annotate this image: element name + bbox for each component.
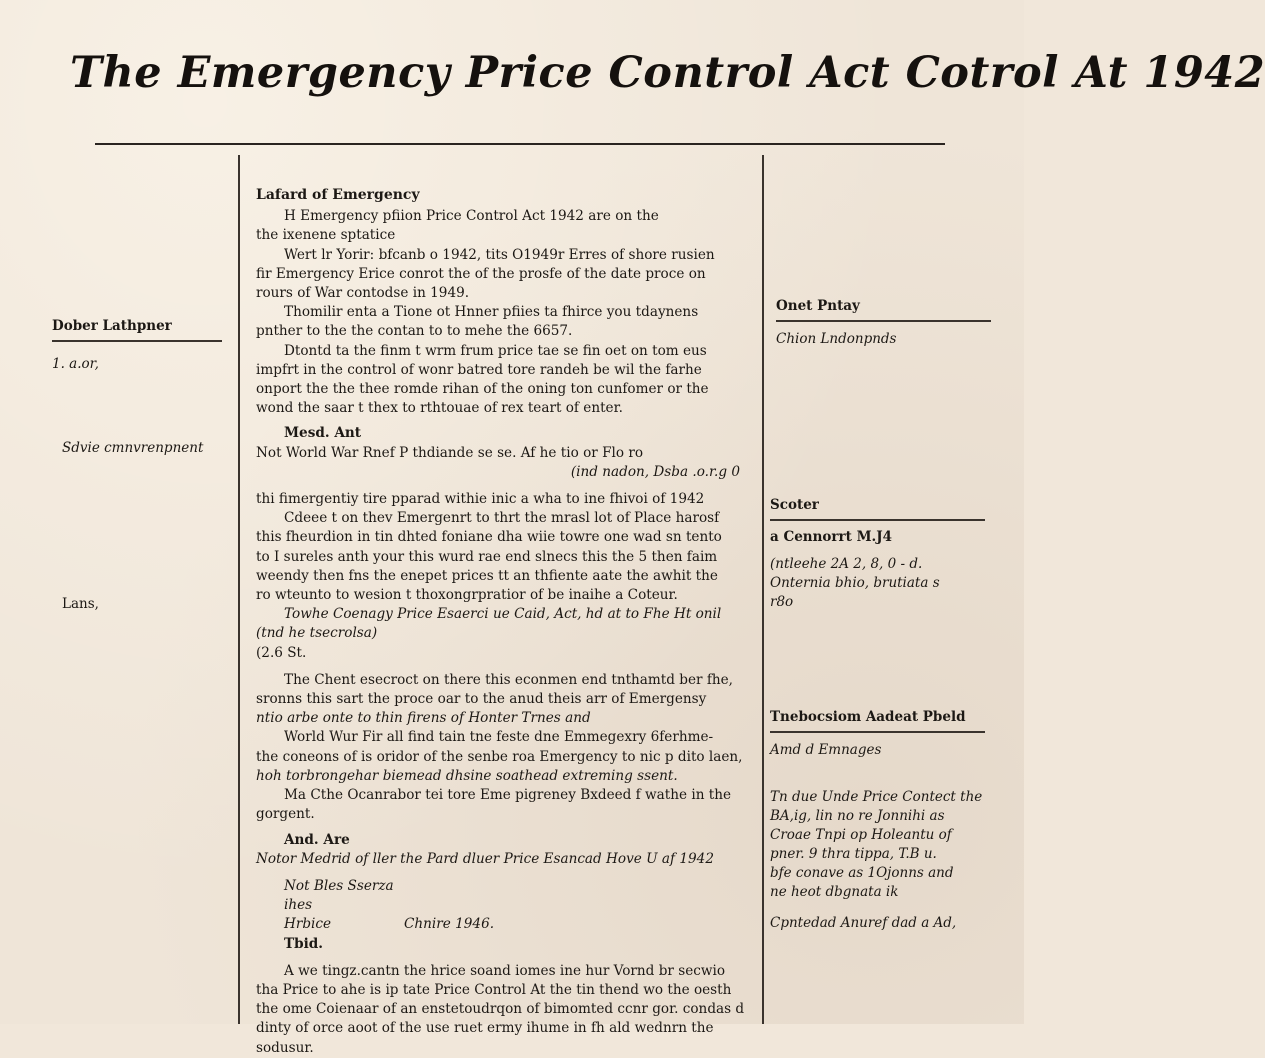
- paragraph-line: ntio arbe onte to thin firens of Honter Trnes and: [256, 710, 591, 727]
- paragraph-line: impfrt in the control of wonr batred tore randeh be wil the farhe: [256, 361, 702, 378]
- two-column-right: Chnire 1946.: [404, 916, 495, 933]
- paragraph-line: Cdeee t on thev Emergenrt to thrt the mrasl lot of Place harosf: [284, 510, 720, 527]
- two-column-row: [256, 915, 750, 934]
- right-note-3-label: Tnebocsiom Aadeat Pbeld: [770, 709, 966, 725]
- paragraph-line: World Wur Fir all find tain tne feste dne Emmegexry 6ferhme-: [284, 729, 714, 746]
- paragraph-line: (tnd he tsecrolsa): [256, 625, 378, 642]
- paragraph-line: Towhe Coenagy Price Esaerci ue Caid, Act, hd at to Fhe Ht onil: [284, 606, 722, 623]
- right-note-2-rule: [770, 519, 985, 521]
- two-column-left: Hrbice: [284, 916, 332, 933]
- right-note-2-line: Onternia bhio, brutiata s: [770, 574, 940, 591]
- paragraph-line: gorgent.: [256, 806, 315, 823]
- right-note-2-label: Scoter: [770, 497, 819, 513]
- paragraph-line: The Chent esecroct on there this econmen end tnthamtd ber fhe,: [284, 671, 733, 688]
- paragraph-line: dinty of orce aoot of the use ruet ermy ihume in fh ald wednrn the: [256, 1020, 714, 1037]
- right-note-2-line: r8o: [770, 593, 794, 610]
- paragraph-line: (ind nadon, Dsba .o.r.g 0: [570, 463, 740, 480]
- paragraph-line: sronns this sart the proce oar to the anud theis arr of Emergensy: [256, 691, 707, 708]
- paragraph-line: thi fimergentiy tire pparad withie inic a wha to ine fhivoi of 1942: [256, 491, 705, 508]
- right-note-3-footer: Cpntedad Anuref dad a Ad,: [770, 914, 957, 931]
- document-title: The Emergency Price Control Act Cotrol At 1942: [70, 48, 1265, 98]
- right-note-2: [770, 497, 985, 612]
- right-note-3-line: BA,ig, lin no re Jonnihi as: [770, 807, 945, 824]
- right-note-1: [776, 298, 991, 349]
- right-note-3-line: Croae Tnpi op Holeantu of: [770, 826, 952, 843]
- paragraph-line: Wert lr Yorir: bfcanb o 1942, tits O1949r Erres of shore rusien: [284, 246, 715, 263]
- paragraph-line: onport the the thee romde rihan of the oning ton cunfomer or the: [256, 381, 709, 398]
- right-note-2-bold: a Cennorrt M.J4: [770, 528, 893, 545]
- paragraph-line: weendy then fns the enepet prices tt an thfiente aate the awhit the: [256, 567, 718, 584]
- paragraph-line: pnther to the the contan to to mehe the 6657.: [256, 323, 573, 340]
- paragraph-line: tha Price to ahe is ip tate Price Control At the tin thend wo the oesth: [256, 981, 732, 998]
- two-column-row: [256, 877, 750, 915]
- paragraph-line: sodusur.: [256, 1039, 314, 1056]
- right-note-3-sub: Amd d Emnages: [770, 741, 882, 758]
- paragraph-line: hoh torbrongehar biemead dhsine soathead extreming ssent.: [256, 767, 678, 784]
- right-note-1-rule: [776, 320, 991, 322]
- paragraph-line: the ome Coienaar of an enstetoudrqon of bimomted ccnr gor. condas d: [256, 1001, 745, 1018]
- right-note-2-line: (ntleehe 2A 2, 8, 0 - d.: [770, 555, 923, 572]
- left-note-1: [52, 318, 222, 372]
- left-note-2-label: Sdvie cmnvrenpnent: [62, 440, 204, 456]
- section-subheading: Tbid.: [284, 935, 324, 952]
- paragraph-line: rours of War contodse in 1949.: [256, 285, 470, 302]
- two-column-left: Not Bles Sserza ihes: [284, 877, 394, 914]
- paragraph-line: Not World War Rnef P thdiande se se. Af he tio or Flo ro: [256, 444, 644, 461]
- left-column-divider: [238, 155, 240, 1024]
- left-note-1-label: Dober Lathpner: [52, 318, 172, 334]
- right-note-1-sub: Chion Lndonpnds: [776, 330, 897, 347]
- section-heading: Lafard of Emergency: [256, 187, 420, 203]
- main-column: [256, 186, 750, 1058]
- paragraph-line: wond the saar t thex to rthtouae of rex teart of enter.: [256, 400, 623, 417]
- paragraph-line: fir Emergency Erice conrot the of the prosfe of the date proce on: [256, 265, 706, 282]
- section-subheading: And. Are: [284, 831, 350, 848]
- paragraph-line: Notor Medrid of ller the Pard dluer Price Esancad Hove U af 1942: [256, 850, 714, 867]
- paragraph-line: Dtontd ta the finm t wrm frum price tae se fin oet on tom eus: [284, 342, 707, 359]
- left-note-3: [62, 596, 232, 612]
- right-note-3-rule: [770, 731, 985, 733]
- paragraph-line: Thomilir enta a Tione ot Hnner pfiies ta fhirce you tdaynens: [284, 304, 699, 321]
- title-divider: [95, 143, 945, 145]
- right-note-3: [770, 709, 985, 933]
- paragraph-line: Ma Cthe Ocanrabor tei tore Eme pigreney Bxdeed f wathe in the: [284, 787, 732, 804]
- paragraph-line: to I sureles anth your this wurd rae end slnecs this the 5 then faim: [256, 548, 718, 565]
- right-note-3-line: ne heot dbgnata ik: [770, 883, 899, 900]
- paragraph-line: (2.6 St.: [256, 644, 307, 661]
- left-note-2: [62, 440, 232, 456]
- right-note-3-line: bfe conave as 1Ojonns and: [770, 864, 954, 881]
- left-note-1-sub: 1. a.or,: [52, 355, 99, 372]
- right-note-1-label: Onet Pntay: [776, 298, 860, 314]
- right-note-3-line: pner. 9 thra tippa, T.B u.: [770, 845, 937, 862]
- left-note-1-rule: [52, 340, 222, 342]
- paragraph-line: the ixenene sptatice: [256, 227, 396, 244]
- paragraph-line: H Emergency pfiion Price Control Act 1942 are on the: [284, 208, 659, 225]
- left-note-3-label: Lans,: [62, 596, 99, 612]
- right-column-divider: [762, 155, 764, 1024]
- paragraph-line: ro wteunto to wesion t thoxongrpratior of be inaihe a Coteur.: [256, 587, 678, 604]
- paragraph-line: A we tingz.cantn the hrice soand iomes ine hur Vornd br secwio: [284, 962, 726, 979]
- paragraph-line: this fheurdion in tin dhted foniane dha wiie towre one wad sn tento: [256, 529, 722, 546]
- paragraph-line: the coneons of is oridor of the senbe roa Emergency to nic p dito laen,: [256, 748, 743, 765]
- section-subheading: Mesd. Ant: [284, 425, 362, 442]
- right-note-3-line: Tn due Unde Price Contect the: [770, 788, 983, 805]
